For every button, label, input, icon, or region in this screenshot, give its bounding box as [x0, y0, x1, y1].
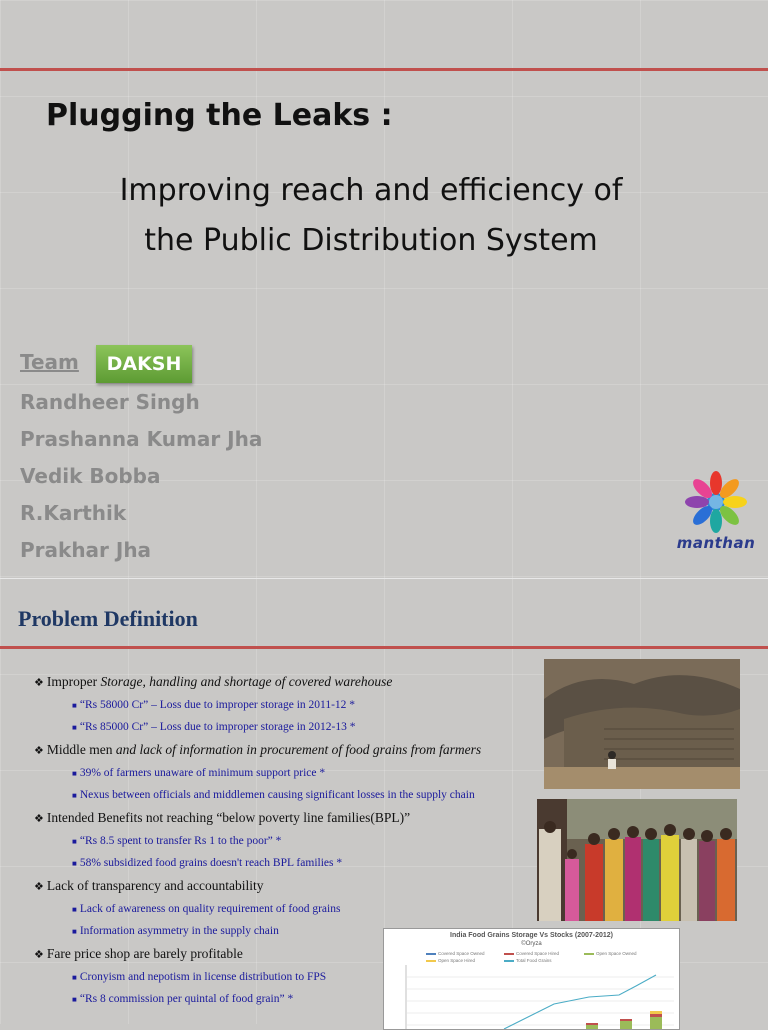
total-food-grains-line — [504, 975, 656, 1029]
sub-bullet: ■ “Rs 8.5 spent to transfer Rs 1 to the poor” * — [72, 835, 282, 847]
problem-definition-slide — [0, 578, 768, 1024]
logo-wordmark: manthan — [676, 534, 756, 552]
bar — [650, 1014, 662, 1017]
ration-queue-photo — [537, 799, 737, 921]
subtitle-line-1: Improving reach and efficiency of — [119, 173, 623, 208]
team-members-list — [20, 384, 262, 569]
bullet-intended-benefits: ❖ Intended Benefits not reaching “below poverty line families(BPL)” — [34, 810, 411, 825]
storage-vs-stocks-chart — [383, 928, 680, 1030]
chart-title: India Food Grains Storage Vs Stocks (2007-2012) — [450, 932, 613, 939]
sub-bullet: ■ “Rs 85000 Cr” – Loss due to improper storage in 2012-13 * — [72, 721, 356, 733]
stacked-bars — [586, 1011, 662, 1029]
sub-bullet: ■ Nexus between officials and middlemen causing significant losses in the supply chain — [72, 789, 475, 801]
legend-item: Covered Space Owned — [426, 951, 485, 956]
section-red-rule — [0, 646, 768, 649]
manthan-logo-icon — [676, 470, 756, 534]
gridlines — [406, 977, 674, 1025]
sub-bullet: ■ “Rs 58000 Cr” – Loss due to improper storage in 2011-12 * — [72, 699, 356, 711]
sub-bullet: ■ Lack of awareness on quality requirement of food grains — [72, 903, 341, 915]
bar — [620, 1019, 632, 1021]
bar — [586, 1025, 598, 1029]
bar — [586, 1023, 598, 1025]
legend-item: Open Space Hired — [426, 958, 475, 963]
team-member: R.Karthik — [20, 501, 127, 525]
chart-plot-area — [384, 929, 679, 1029]
bar — [650, 1011, 662, 1014]
team-member: Randheer Singh — [20, 390, 200, 414]
subtitle-line-2: the Public Distribution System — [144, 223, 598, 258]
problem-definition-heading: Problem Definition — [18, 606, 198, 631]
sub-bullet: ■ Information asymmetry in the supply chain — [72, 925, 279, 937]
legend-item: Total Food Grains — [504, 958, 552, 963]
legend-item: Open Space Owned — [584, 951, 637, 956]
bullet-transparency: ❖ Lack of transparency and accountability — [34, 878, 264, 893]
bar — [620, 1021, 632, 1029]
slide-divider — [0, 578, 768, 579]
team-label: Team — [20, 350, 79, 374]
bullet-fair-price-shop: ❖ Fare price shop are barely profitable — [34, 946, 243, 961]
team-member: Prakhar Jha — [20, 538, 152, 562]
team-member: Prashanna Kumar Jha — [20, 427, 263, 451]
slide-title: Plugging the Leaks : — [46, 98, 393, 133]
chart-subtitle: ©Oryza — [521, 941, 542, 947]
sub-bullet: ■ “Rs 8 commission per quintal of food grain” * — [72, 993, 294, 1005]
sub-bullet: ■ 39% of farmers unaware of minimum support price * — [72, 767, 326, 779]
sub-bullet: ■ Cronyism and nepotism in license distribution to FPS — [72, 971, 327, 983]
manthan-logo — [676, 470, 756, 554]
bar — [650, 1017, 662, 1029]
team-name-badge: DAKSH — [96, 345, 192, 383]
grain-storage-photo — [544, 659, 740, 789]
bullet-storage: ❖ Improper Storage, handling and shortage of covered warehouse — [34, 674, 393, 689]
legend-item: Covered Space Hired — [504, 951, 559, 956]
slide-subtitle — [0, 166, 742, 266]
sub-bullet: ■ 58% subsidized food grains doesn't reach BPL families * — [72, 857, 343, 869]
bullet-middlemen: ❖ Middle men and lack of information in procurement of food grains from farmers — [34, 742, 482, 757]
team-member: Vedik Bobba — [20, 464, 161, 488]
top-red-rule — [0, 68, 768, 71]
